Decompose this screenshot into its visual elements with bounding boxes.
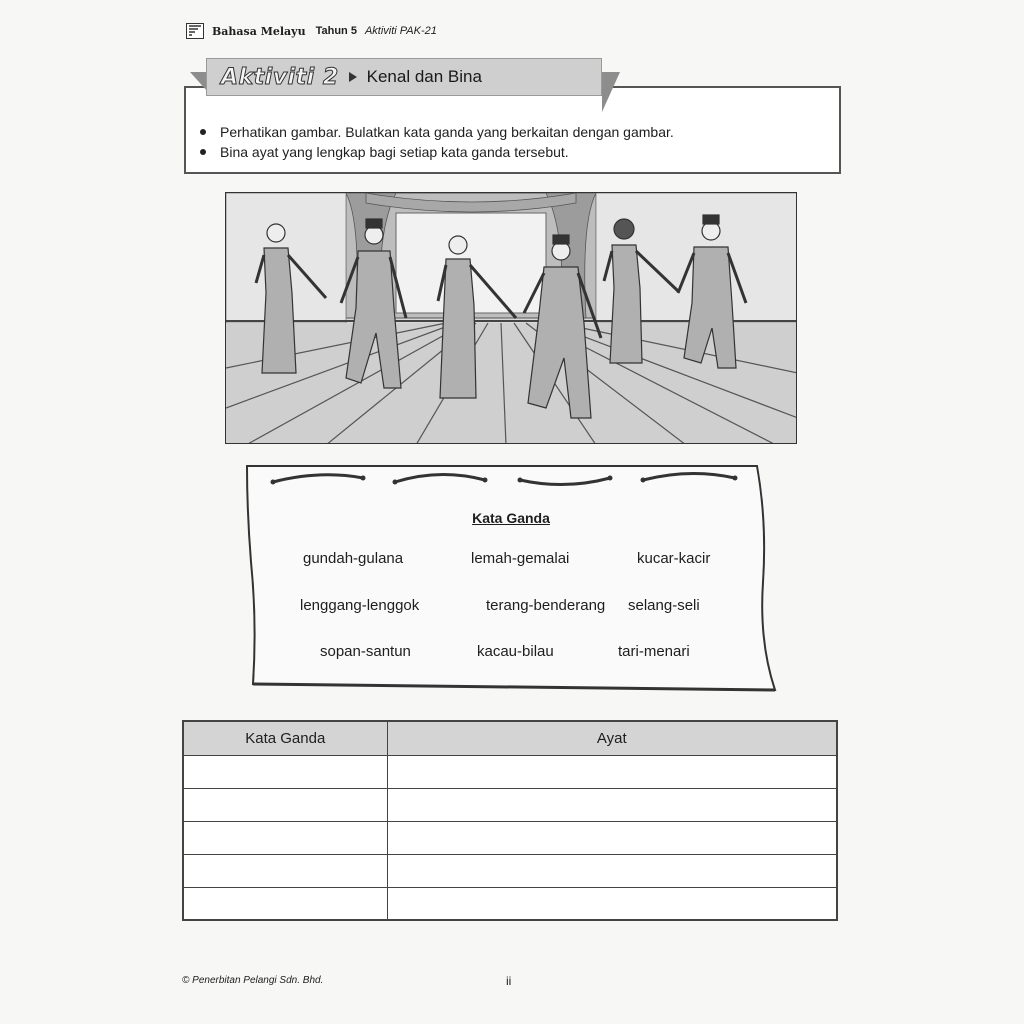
kata-ganda-cell[interactable] [183, 887, 387, 920]
kata-ganda-cell[interactable] [183, 821, 387, 854]
ayat-cell[interactable] [387, 887, 837, 920]
table-row [183, 854, 837, 887]
answer-table [182, 720, 838, 921]
ayat-cell[interactable] [387, 788, 837, 821]
word-option[interactable]: tari-menari [618, 643, 690, 660]
word-option[interactable]: gundah-gulana [303, 550, 404, 567]
instruction-text: Bina ayat yang lengkap bagi setiap kata ganda tersebut. [220, 144, 569, 160]
kata-ganda-cell[interactable] [183, 755, 387, 788]
year-label: Tahun 5 [315, 25, 357, 37]
kata-ganda-cell[interactable] [183, 788, 387, 821]
subject-label: Bahasa Melayu [212, 24, 306, 38]
dance-illustration [225, 192, 797, 444]
instruction-text: Perhatikan gambar. Bulatkan kata ganda yang berkaitan dengan gambar. [220, 124, 674, 140]
instruction-list [200, 122, 674, 162]
activity-number: Aktiviti 2 [221, 64, 339, 90]
word-box-title: Kata Ganda [472, 510, 550, 526]
column-header-kata-ganda: Kata Ganda [183, 721, 387, 755]
bullet-icon [200, 129, 206, 135]
table-row [183, 788, 837, 821]
word-option[interactable]: kucar-kacir [637, 550, 711, 567]
word-option[interactable]: lenggang-lenggok [300, 597, 420, 614]
copyright-text: © Penerbitan Pelangi Sdn. Bhd. [182, 975, 324, 986]
word-option[interactable]: selang-seli [628, 597, 700, 614]
word-scroll-box [245, 462, 777, 694]
column-header-ayat: Ayat [387, 721, 837, 755]
publisher-logo-icon [186, 23, 204, 39]
word-option[interactable]: kacau-bilau [477, 643, 554, 660]
instruction-item [200, 142, 674, 162]
word-option[interactable]: lemah-gemalai [471, 550, 570, 567]
ayat-cell[interactable] [387, 821, 837, 854]
page-header [186, 22, 437, 40]
table-row [183, 887, 837, 920]
table-header-row [183, 721, 837, 755]
arrow-right-icon [349, 72, 357, 82]
instruction-item [200, 122, 674, 142]
table-row [183, 821, 837, 854]
activity-title: Kenal dan Bina [366, 67, 482, 86]
bullet-icon [200, 149, 206, 155]
ayat-cell[interactable] [387, 854, 837, 887]
page-number: ii [506, 974, 512, 988]
banner-fold-right [602, 72, 620, 112]
word-option[interactable]: terang-benderang [486, 597, 606, 614]
activity-code-label: Aktiviti PAK-21 [364, 25, 437, 37]
table-row [183, 755, 837, 788]
activity-banner [206, 58, 602, 96]
ayat-cell[interactable] [387, 755, 837, 788]
word-option[interactable]: sopan-santun [320, 643, 411, 660]
kata-ganda-cell[interactable] [183, 854, 387, 887]
